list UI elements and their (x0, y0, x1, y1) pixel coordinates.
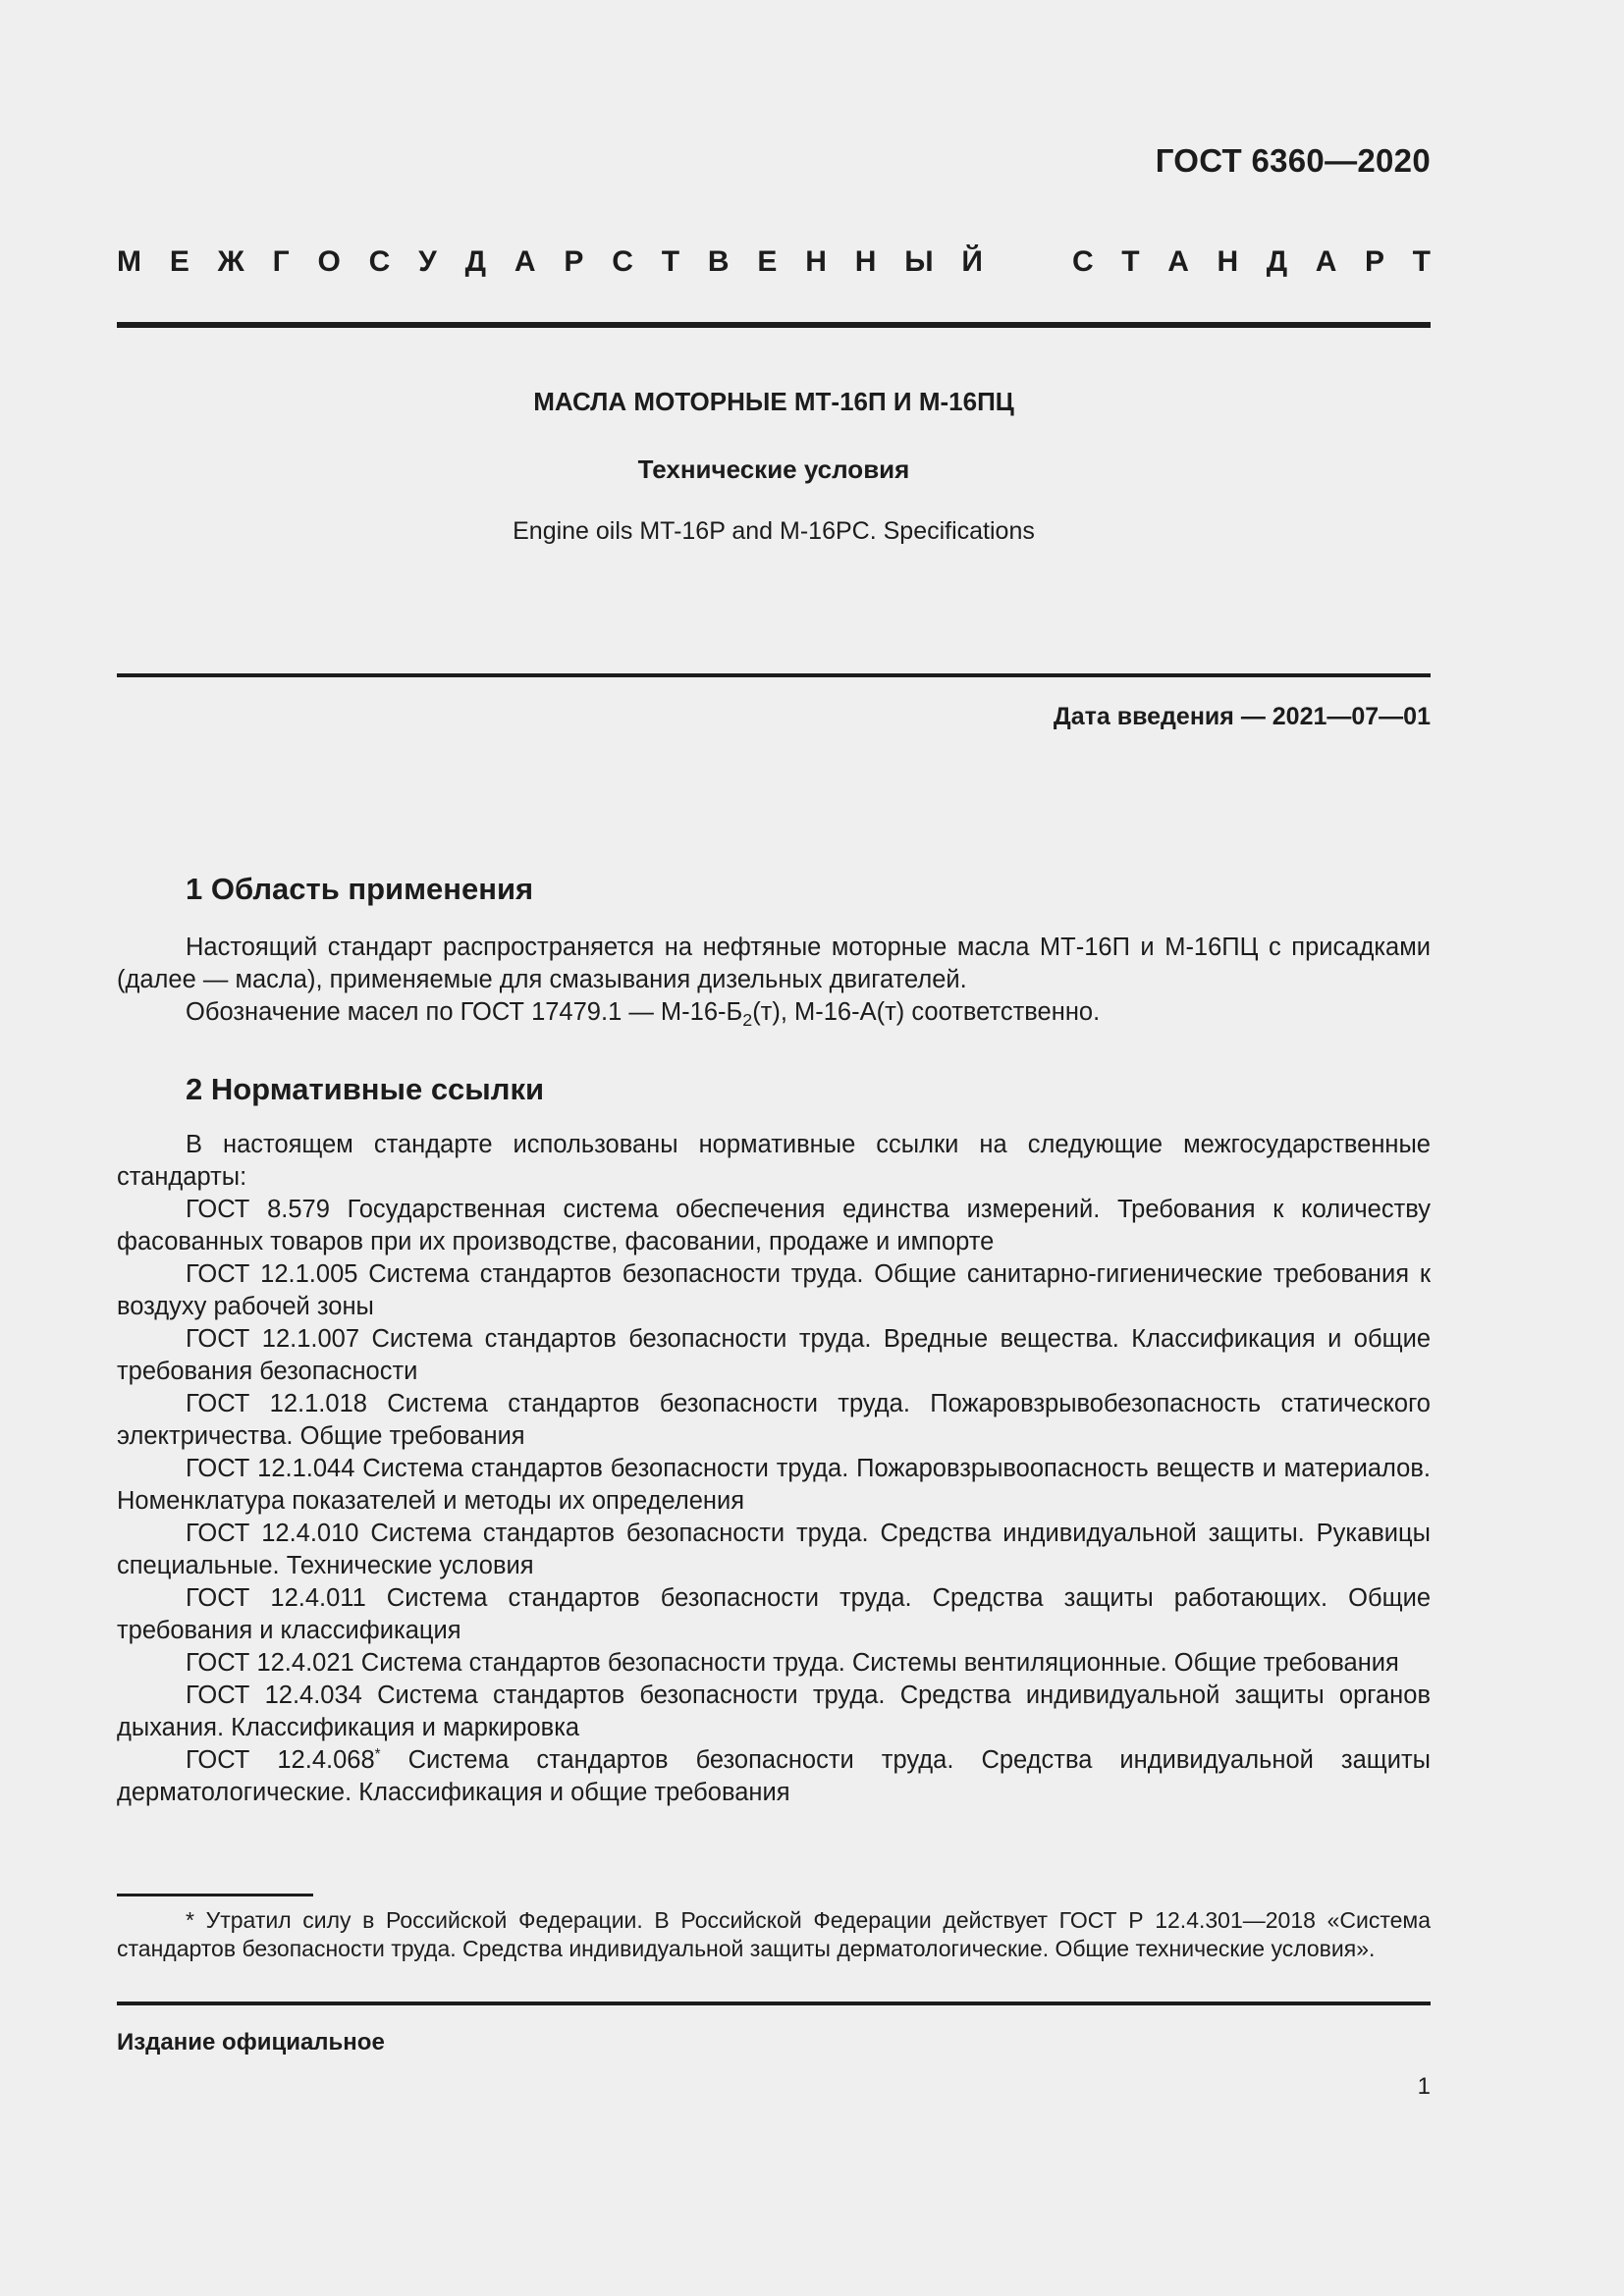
section-1-body (117, 932, 1431, 1029)
standard-type-word-1 (117, 245, 983, 279)
doc-english-title: Engine oils MT-16P and M-16PC. Specifications (513, 517, 1035, 545)
letter: С (368, 245, 391, 278)
reference-item: ГОСТ 12.1.044 Система стандартов безопасности труда. Пожаровзрывоопасность веществ и материалов. Номенклатура показателей и методы их определения (117, 1455, 1431, 1515)
letter: А (514, 245, 536, 278)
footnote-marker: * (374, 1745, 381, 1763)
letter: Е (757, 245, 778, 278)
designation-text: Обозначение масел по ГОСТ 17479.1 — М-16-Б (186, 998, 743, 1026)
doc-subtitle: Технические условия (637, 454, 910, 484)
letter: А (1167, 245, 1189, 278)
reference-text: Система стандартов безопасности труда. Средства индивидуальной защиты дерматологические. Классификация и общие требования (117, 1746, 1431, 1806)
letter: Д (1266, 245, 1288, 278)
section-1-title: 1 Область применения (186, 872, 534, 906)
letter: Г (272, 245, 290, 278)
footer-divider (117, 2002, 1431, 2005)
doc-title: МАСЛА МОТОРНЫЕ МТ-16П И М-16ПЦ (533, 387, 1014, 416)
designation-text-end: (т), М-16-А(т) соответственно. (752, 998, 1101, 1026)
subscript: 2 (742, 1010, 753, 1031)
letter: Р (564, 245, 584, 278)
reference-item: ГОСТ 12.4.021 Система стандартов безопасности труда. Системы вентиляционные. Общие требования (186, 1649, 1399, 1677)
doc-number: ГОСТ 6360—2020 (1155, 142, 1431, 179)
reference-item: ГОСТ 12.1.007 Система стандартов безопасности труда. Вредные вещества. Классификация и общие требования безопасности (117, 1325, 1431, 1385)
letter: Е (169, 245, 189, 278)
footnote: * Утратил силу в Российской Федерации. В Российской Федерации действует ГОСТ Р 12.4.301—2018 «Система стандартов безопасности труда. Средства индивидуальной защиты дерматологические. Общие технические условия». (117, 1907, 1431, 1961)
letter: С (1072, 245, 1094, 278)
section-2-title: 2 Нормативные ссылки (186, 1072, 545, 1106)
letter: Н (805, 245, 827, 278)
effective-date: Дата введения — 2021—07—01 (1053, 703, 1431, 730)
letter: У (418, 245, 437, 278)
reference-item-last (117, 1744, 1431, 1809)
letter: Д (464, 245, 487, 278)
letter: Ж (217, 245, 244, 278)
section-2-intro: В настоящем стандарте использованы нормативные ссылки на следующие межгосударственные стандарты: (117, 1131, 1431, 1191)
header-divider (117, 322, 1431, 328)
reference-item: ГОСТ 12.4.034 Система стандартов безопасности труда. Средства индивидуальной защиты органов дыхания. Классификация и маркировка (117, 1682, 1431, 1741)
letter: Н (1217, 245, 1239, 278)
page-number: 1 (1417, 2073, 1431, 2100)
reference-code: ГОСТ 12.4.068 (186, 1746, 375, 1774)
letter: Т (1121, 245, 1140, 278)
reference-item: ГОСТ 12.1.005 Система стандартов безопасности труда. Общие санитарно-гигиенические требования к воздуху рабочей зоны (117, 1260, 1431, 1320)
reference-item: ГОСТ 12.4.010 Система стандартов безопасности труда. Средства индивидуальной защиты. Рукавицы специальные. Технические условия (117, 1520, 1431, 1579)
standard-type-heading (117, 245, 1431, 279)
section-1-designation (117, 996, 1431, 1029)
section-2-body (117, 1129, 1431, 1809)
reference-item: ГОСТ 12.4.011 Система стандартов безопасности труда. Средства защиты работающих. Общие требования и классификация (117, 1584, 1431, 1644)
standard-type-word-2 (1072, 245, 1431, 279)
letter: Р (1365, 245, 1385, 278)
footnote-divider (117, 1894, 313, 1896)
letter: А (1315, 245, 1337, 278)
reference-item: ГОСТ 8.579 Государственная система обеспечения единства измерений. Требования к количеству фасованных товаров при их производстве, фасовании, продаже и импорте (117, 1196, 1431, 1255)
letter: С (612, 245, 633, 278)
section-1-paragraph: Настоящий стандарт распространяется на нефтяные моторные масла МТ-16П и М-16ПЦ с присадками (далее — масла), применяемые для смазывания дизельных двигателей. (117, 934, 1431, 993)
letter: Н (854, 245, 877, 278)
letter: М (117, 245, 141, 278)
letter: О (317, 245, 341, 278)
letter: Т (661, 245, 680, 278)
letter: Ы (904, 245, 934, 278)
letter: В (707, 245, 730, 278)
title-divider (117, 673, 1431, 677)
edition-label: Издание официальное (117, 2029, 385, 2056)
letter: Т (1412, 245, 1431, 278)
letter: Й (961, 245, 983, 278)
reference-item: ГОСТ 12.1.018 Система стандартов безопасности труда. Пожаровзрывобезопасность статического электричества. Общие требования (117, 1390, 1431, 1450)
